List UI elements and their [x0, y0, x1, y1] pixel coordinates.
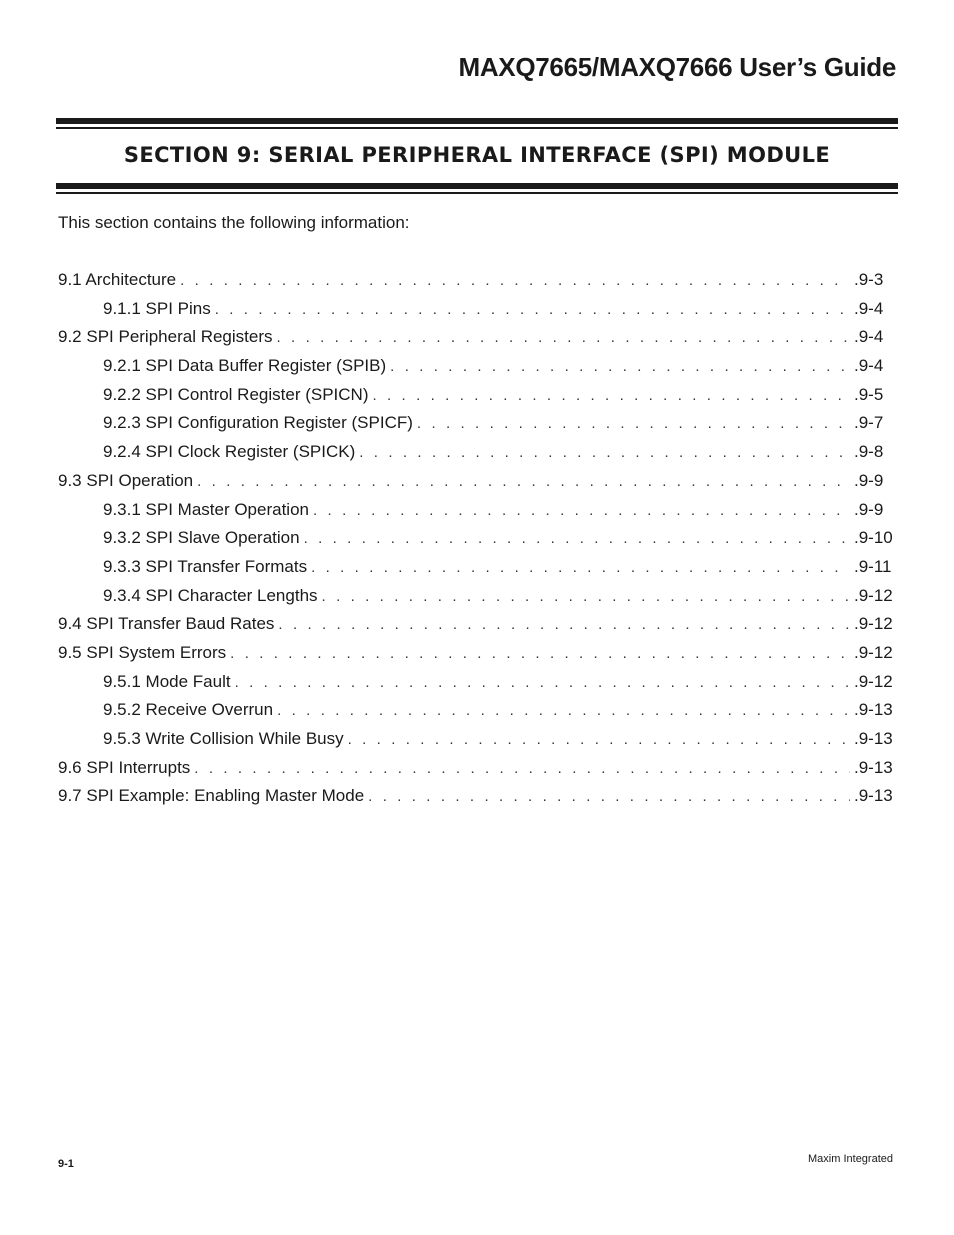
toc-entry[interactable]	[58, 610, 894, 639]
toc-dot-leader	[230, 640, 850, 669]
toc-entry-page: .9-4	[854, 298, 884, 318]
toc-entry-page: .9-13	[854, 786, 893, 806]
toc-entry-page: .9-12	[854, 614, 893, 634]
toc-dot-leader	[304, 525, 850, 554]
toc-dot-leader	[235, 669, 850, 698]
toc-entry-page: .9-4	[854, 356, 884, 376]
toc-entry[interactable]	[58, 295, 894, 324]
toc-entry-page: .9-12	[854, 671, 893, 691]
toc-entry[interactable]	[58, 409, 894, 438]
toc-entry-page: .9-9	[854, 499, 884, 519]
toc-dot-leader	[313, 497, 850, 526]
toc-entry-title: 9.6 SPI Interrupts	[58, 757, 191, 777]
toc-entry-title: 9.4 SPI Transfer Baud Rates	[58, 614, 275, 634]
toc-dot-leader	[368, 783, 850, 812]
toc-entry[interactable]	[58, 668, 894, 697]
toc-entry-page: .9-10	[854, 528, 893, 548]
toc-dot-leader	[348, 726, 850, 755]
toc-entry-page: .9-11	[854, 556, 892, 576]
toc-entry[interactable]	[58, 352, 894, 381]
toc-entry[interactable]	[58, 496, 894, 525]
intro-text: This section contains the following information:	[58, 213, 410, 232]
toc-entry-page: .9-7	[854, 413, 884, 433]
toc-entry-page: .9-8	[854, 442, 884, 462]
toc-entry-title: 9.3.2 SPI Slave Operation	[103, 528, 300, 548]
toc-entry[interactable]	[58, 323, 894, 352]
toc-entry-page: .9-13	[854, 729, 893, 748]
toc-dot-leader	[372, 382, 850, 411]
toc-entry-title: 9.2.3 SPI Configuration Register (SPICF)	[103, 413, 413, 433]
heading-top-rule-thin	[56, 127, 898, 129]
toc-entry-title: 9.2.2 SPI Control Register (SPICN)	[103, 384, 369, 404]
toc-entry-title: 9.1.1 SPI Pins	[103, 298, 211, 318]
toc-entry-title: 9.3.4 SPI Character Lengths	[103, 585, 318, 605]
toc-entry[interactable]	[58, 524, 894, 553]
toc-entry-page: .9-12	[854, 585, 893, 605]
toc-entry-title: 9.5.3 Write Collision While Busy	[103, 729, 344, 748]
toc-entry[interactable]	[58, 381, 894, 410]
toc-dot-leader	[390, 353, 850, 382]
toc-dot-leader	[215, 296, 850, 325]
toc-entry-title: 9.3 SPI Operation	[58, 470, 194, 490]
section-heading: SECTION 9: SERIAL PERIPHERAL INTERFACE (SPI) MODULE	[123, 143, 831, 167]
toc-entry[interactable]	[58, 582, 894, 611]
footer-page-number: 9-1	[58, 1158, 74, 1170]
heading-bottom-rule-thin	[56, 192, 898, 194]
toc-entry-title: 9.2.4 SPI Clock Register (SPICK)	[103, 442, 356, 462]
toc-entry[interactable]	[58, 754, 894, 783]
toc-dot-leader	[180, 267, 850, 296]
toc-entry-page: .9-5	[854, 384, 884, 404]
table-of-contents	[58, 266, 894, 811]
toc-entry-title: 9.5.2 Receive Overrun	[103, 700, 274, 720]
toc-entry[interactable]	[58, 467, 894, 496]
toc-entry-page: .9-12	[854, 642, 893, 662]
toc-dot-leader	[277, 324, 851, 353]
toc-entry-title: 9.2.1 SPI Data Buffer Register (SPIB)	[103, 356, 387, 376]
toc-dot-leader	[311, 554, 850, 583]
toc-entry[interactable]	[58, 553, 894, 582]
toc-entry-title: 9.1 Architecture	[58, 270, 177, 289]
toc-entry-title: 9.3.3 SPI Transfer Formats	[103, 556, 308, 576]
toc-entry[interactable]	[58, 696, 894, 725]
toc-entry-title: 9.2 SPI Peripheral Registers	[58, 327, 273, 347]
toc-entry-page: .9-4	[854, 327, 884, 347]
toc-entry-title: 9.5.1 Mode Fault	[103, 671, 231, 691]
toc-entry-title: 9.7 SPI Example: Enabling Master Mode	[58, 786, 365, 806]
footer-company-name: Maxim Integrated	[808, 1153, 893, 1165]
toc-dot-leader	[194, 755, 850, 784]
heading-top-rule-thick	[56, 118, 898, 124]
toc-entry-page: .9-13	[854, 700, 893, 720]
toc-entry[interactable]	[58, 782, 894, 811]
toc-dot-leader	[278, 611, 850, 640]
toc-entry[interactable]	[58, 266, 894, 295]
toc-dot-leader	[417, 410, 850, 439]
document-title: MAXQ7665/MAXQ7666 User’s Guide	[458, 52, 896, 82]
toc-entry-page: .9-9	[854, 470, 884, 490]
toc-entry-title: 9.3.1 SPI Master Operation	[103, 499, 309, 519]
toc-entry-title: 9.5 SPI System Errors	[58, 642, 227, 662]
toc-entry[interactable]	[58, 639, 894, 668]
toc-entry-page: .9-13	[854, 757, 893, 777]
toc-dot-leader	[277, 697, 850, 726]
toc-entry[interactable]	[58, 725, 894, 754]
heading-bottom-rule-thick	[56, 183, 898, 189]
toc-dot-leader	[359, 439, 850, 468]
toc-dot-leader	[322, 583, 850, 612]
toc-entry[interactable]	[58, 438, 894, 467]
toc-entry-page: .9-3	[854, 270, 884, 289]
toc-dot-leader	[197, 468, 850, 497]
